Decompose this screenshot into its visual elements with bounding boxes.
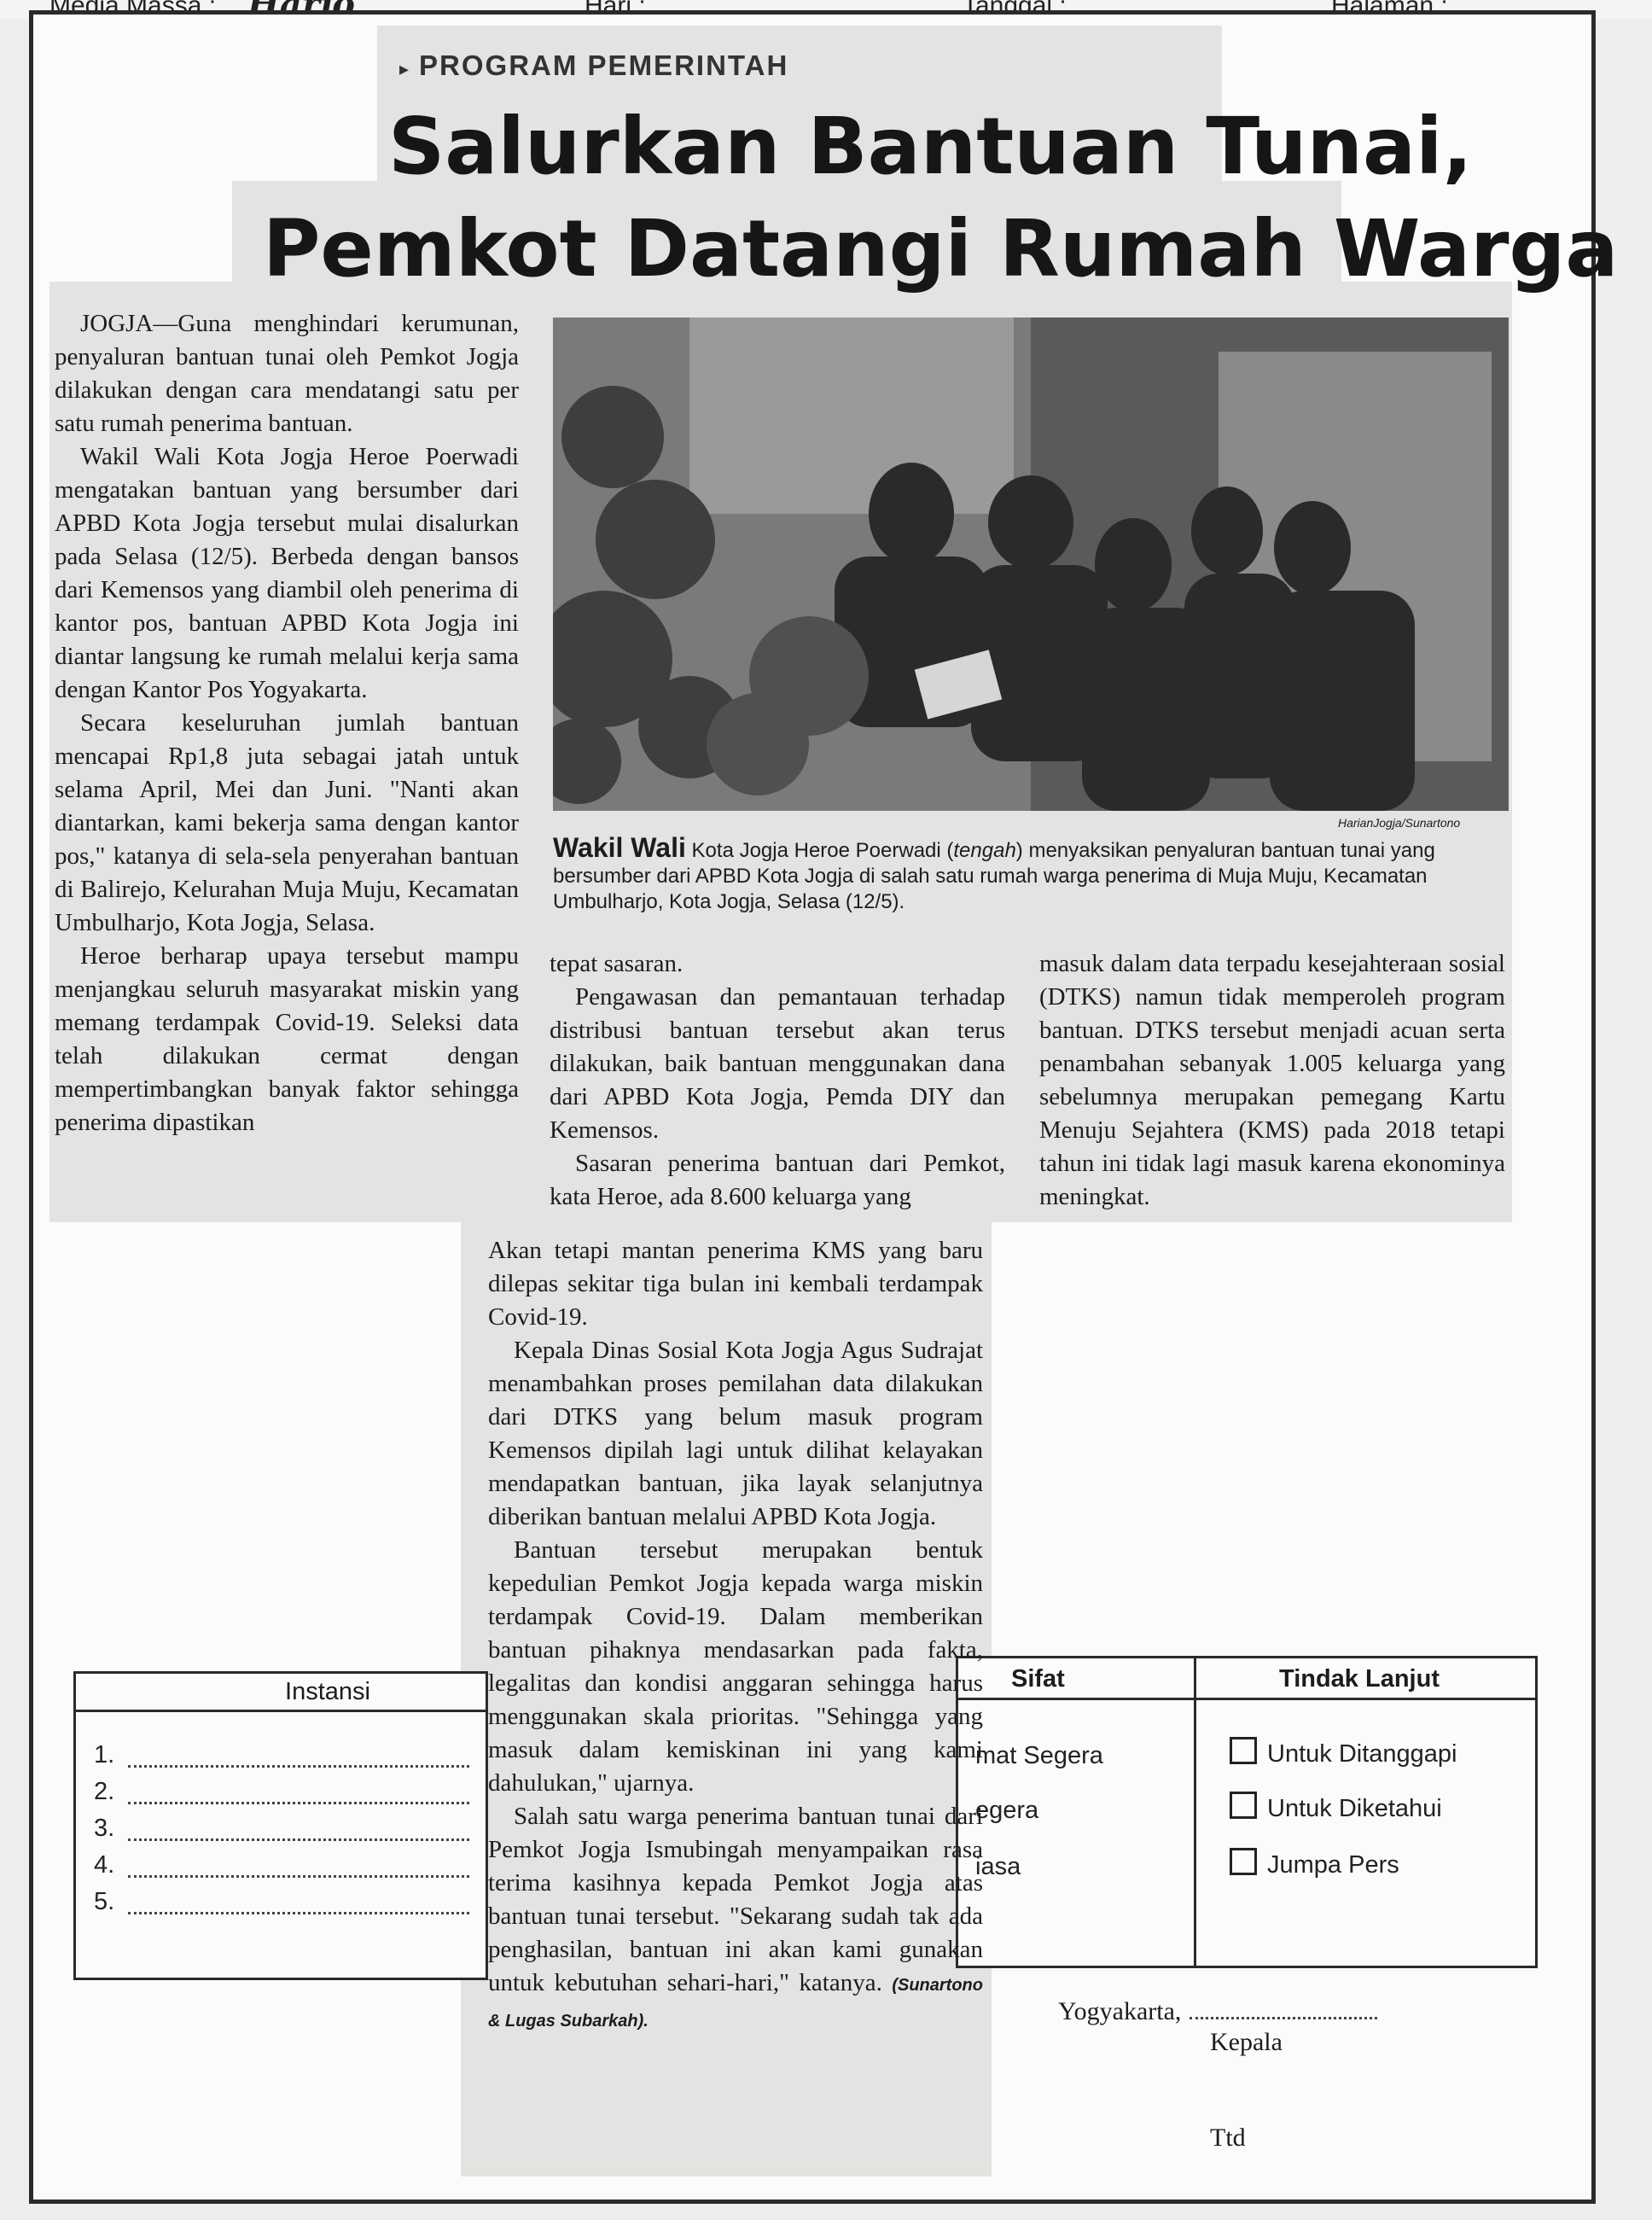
tindak-option-diketahui[interactable]: Untuk Diketahui [1230, 1792, 1442, 1823]
tindak-lanjut-header: Tindak Lanjut [1279, 1665, 1440, 1693]
paragraph: Kepala Dinas Sosial Kota Jogja Agus Sudrajat menambahkan proses pemilahan data dilakukan dari DTKS yang belum masuk program Kemensos dipilah lagi untuk dilihat kelayakan mendapatkan bantuan, jika layak selanjutnya diberikan bantuan melalui APBD Kota Jogja. [488, 1337, 983, 1530]
paragraph: Bantuan tersebut merupakan bentuk kepedulian Pemkot Jogja kepada warga miskin terdampak Covid-19. Dalam memberikan bantuan pihaknya mendasarkan pada fakta, legalitas dan kondisi anggaran sehingga harus menggunakan skala prioritas. "Sehingga yang masuk dalam kemiskinan ini yang kami dahulukan," ujarnya. [488, 1536, 983, 1797]
paragraph: JOGJA—Guna menghindari kerumunan, penyaluran bantuan tunai oleh Pemkot Jogja dilakukan dengan cara mendatangi satu per satu rumah penerima bantuan. [55, 310, 519, 437]
paragraph: Sasaran penerima bantuan dari Pemkot, kata Heroe, ada 8.600 keluarga yang [550, 1150, 1005, 1210]
caption-text-end: ) menyaksikan penyaluran bantuan tunai yang bersumber dari APBD Kota Jogja di salah satu rumah warga penerima di Muja Muju, Kecamatan Umbulharjo, Kota Jogja, Selasa (12/5). [553, 839, 1435, 913]
instansi-row: 2. [94, 1778, 469, 1815]
paragraph: Akan tetapi mantan penerima KMS yang baru dilepas sekitar tiga bulan ini kembali terdampak Covid-19. [488, 1237, 983, 1331]
article-photo [553, 318, 1509, 811]
place-date: Yogyakarta, [1058, 1997, 1377, 2026]
caption-lead: Wakil Wali [553, 832, 686, 863]
paragraph: Heroe berharap upaya tersebut mampu menjangkau seluruh masyarakat miskin yang memang terdampak Covid-19. Seleksi data telah dilakukan cermat dengan mempertimbangkan banyak faktor sehingga penerima dipastikan [55, 942, 519, 1136]
instansi-row: 1. [94, 1741, 469, 1778]
checkbox-icon[interactable] [1230, 1848, 1257, 1875]
sifat-header: Sifat [1011, 1665, 1065, 1693]
instansi-row: 4. [94, 1851, 469, 1888]
caption-text: Kota Jogja Heroe Poerwadi ( [691, 839, 954, 862]
paragraph: Secara keseluruhan jumlah bantuan mencapai Rp1,8 juta sebagai jatah untuk selama April, Mei dan Juni. "Nanti akan diantarkan, kami bekerja sama dengan kantor pos," katanya di sela-sela penyerahan bantuan di Balirejo, Kelurahan Muja Muju, Kecamatan Umbulharjo, Kota Jogja, Selasa. [55, 709, 519, 936]
photo-illustration [553, 318, 1509, 811]
photo-credit: HarianJogja/Sunartono [1338, 816, 1461, 830]
caret-right-icon: ▸ [399, 58, 411, 79]
checkbox-icon[interactable] [1230, 1737, 1257, 1764]
caption-italic: tengah [953, 839, 1016, 862]
byline: (Sunartono & Lugas Subarkah). [488, 1976, 983, 2031]
instansi-blank-field[interactable] [128, 1888, 469, 1914]
instansi-header: Instansi [76, 1674, 486, 1712]
headline-line-2: Pemkot Datangi Rumah Warga [263, 203, 1619, 294]
paragraph: Wakil Wali Kota Jogja Heroe Poerwadi mengatakan bantuan yang bersumber dari APBD Kota Jogja tersebut mulai disalurkan pada Selasa (12/5). Berbeda dengan bansos dari Kemensos yang diambil oleh penerima di kantor pos, bantuan APBD Kota Jogja ini diantar langsung ke rumah melalui kerja sama dengan Kantor Pos Yogyakarta. [55, 443, 519, 703]
instansi-row: 5. [94, 1888, 469, 1925]
headline-line-1: Salurkan Bantuan Tunai, [388, 101, 1473, 192]
instansi-blank-field[interactable] [128, 1815, 469, 1841]
instansi-blank-field[interactable] [128, 1741, 469, 1768]
instansi-blank-field[interactable] [128, 1778, 469, 1804]
paragraph: masuk dalam data terpadu kesejahteraan sosial (DTKS) namun tidak memperoleh program bantuan. DTKS tersebut menjadi acuan serta penambahan sebanyak 1.005 keluarga yang sebelumnya merupakan pemegang Kartu Menuju Sejahtera (KMS) pada 2018 tetapi tahun ini tidak lagi masuk karena ekonominya meningkat. [1039, 950, 1505, 1210]
instansi-row: 3. [94, 1815, 469, 1851]
paragraph: Pengawasan dan pemantauan terhadap distribusi bantuan tersebut akan terus dilakukan, baik bantuan menggunakan dana dari APBD Kota Jogja, Pemda DIY dan Kemensos. [550, 983, 1005, 1144]
article-column-1 [55, 307, 519, 1139]
divider [1194, 1658, 1196, 1966]
article-kicker: ▸ PROGRAM PEMERINTAH [399, 50, 789, 81]
article-column-3 [1039, 947, 1505, 1214]
tindak-option-ditanggapi[interactable]: Untuk Ditanggapi [1230, 1737, 1457, 1768]
kepala-label: Kepala [1210, 2028, 1283, 2056]
date-blank-field[interactable] [1190, 1998, 1377, 2019]
paragraph: tepat sasaran. [550, 950, 683, 977]
sifat-option: iasa [975, 1853, 1021, 1880]
checkbox-icon[interactable] [1230, 1792, 1257, 1819]
divider [958, 1698, 1535, 1700]
paragraph: Salah satu warga penerima bantuan tunai dari Pemkot Jogja Ismubingah menyampaikan rasa terima kasihnya kepada Pemkot Jogja atas bantuan tunai tersebut. "Sekarang sudah tak ada penghasilan, bantuan ini akan kami gunakan untuk kebutuhan sehari-hari," katanya. (Sunartono & Lugas Subarkah). [488, 1803, 983, 2031]
instansi-blank-field[interactable] [128, 1851, 469, 1878]
ttd-label: Ttd [1210, 2124, 1246, 2152]
article-column-4 [488, 1234, 983, 2038]
sifat-option: egera [975, 1797, 1039, 1824]
sifat-option: mat Segera [975, 1742, 1103, 1769]
photo-caption [553, 832, 1509, 915]
instansi-list [94, 1741, 469, 1925]
sifat-tindak-box [956, 1656, 1538, 1968]
tindak-option-jumpa-pers[interactable]: Jumpa Pers [1230, 1848, 1399, 1879]
article-column-2 [550, 947, 1005, 1214]
